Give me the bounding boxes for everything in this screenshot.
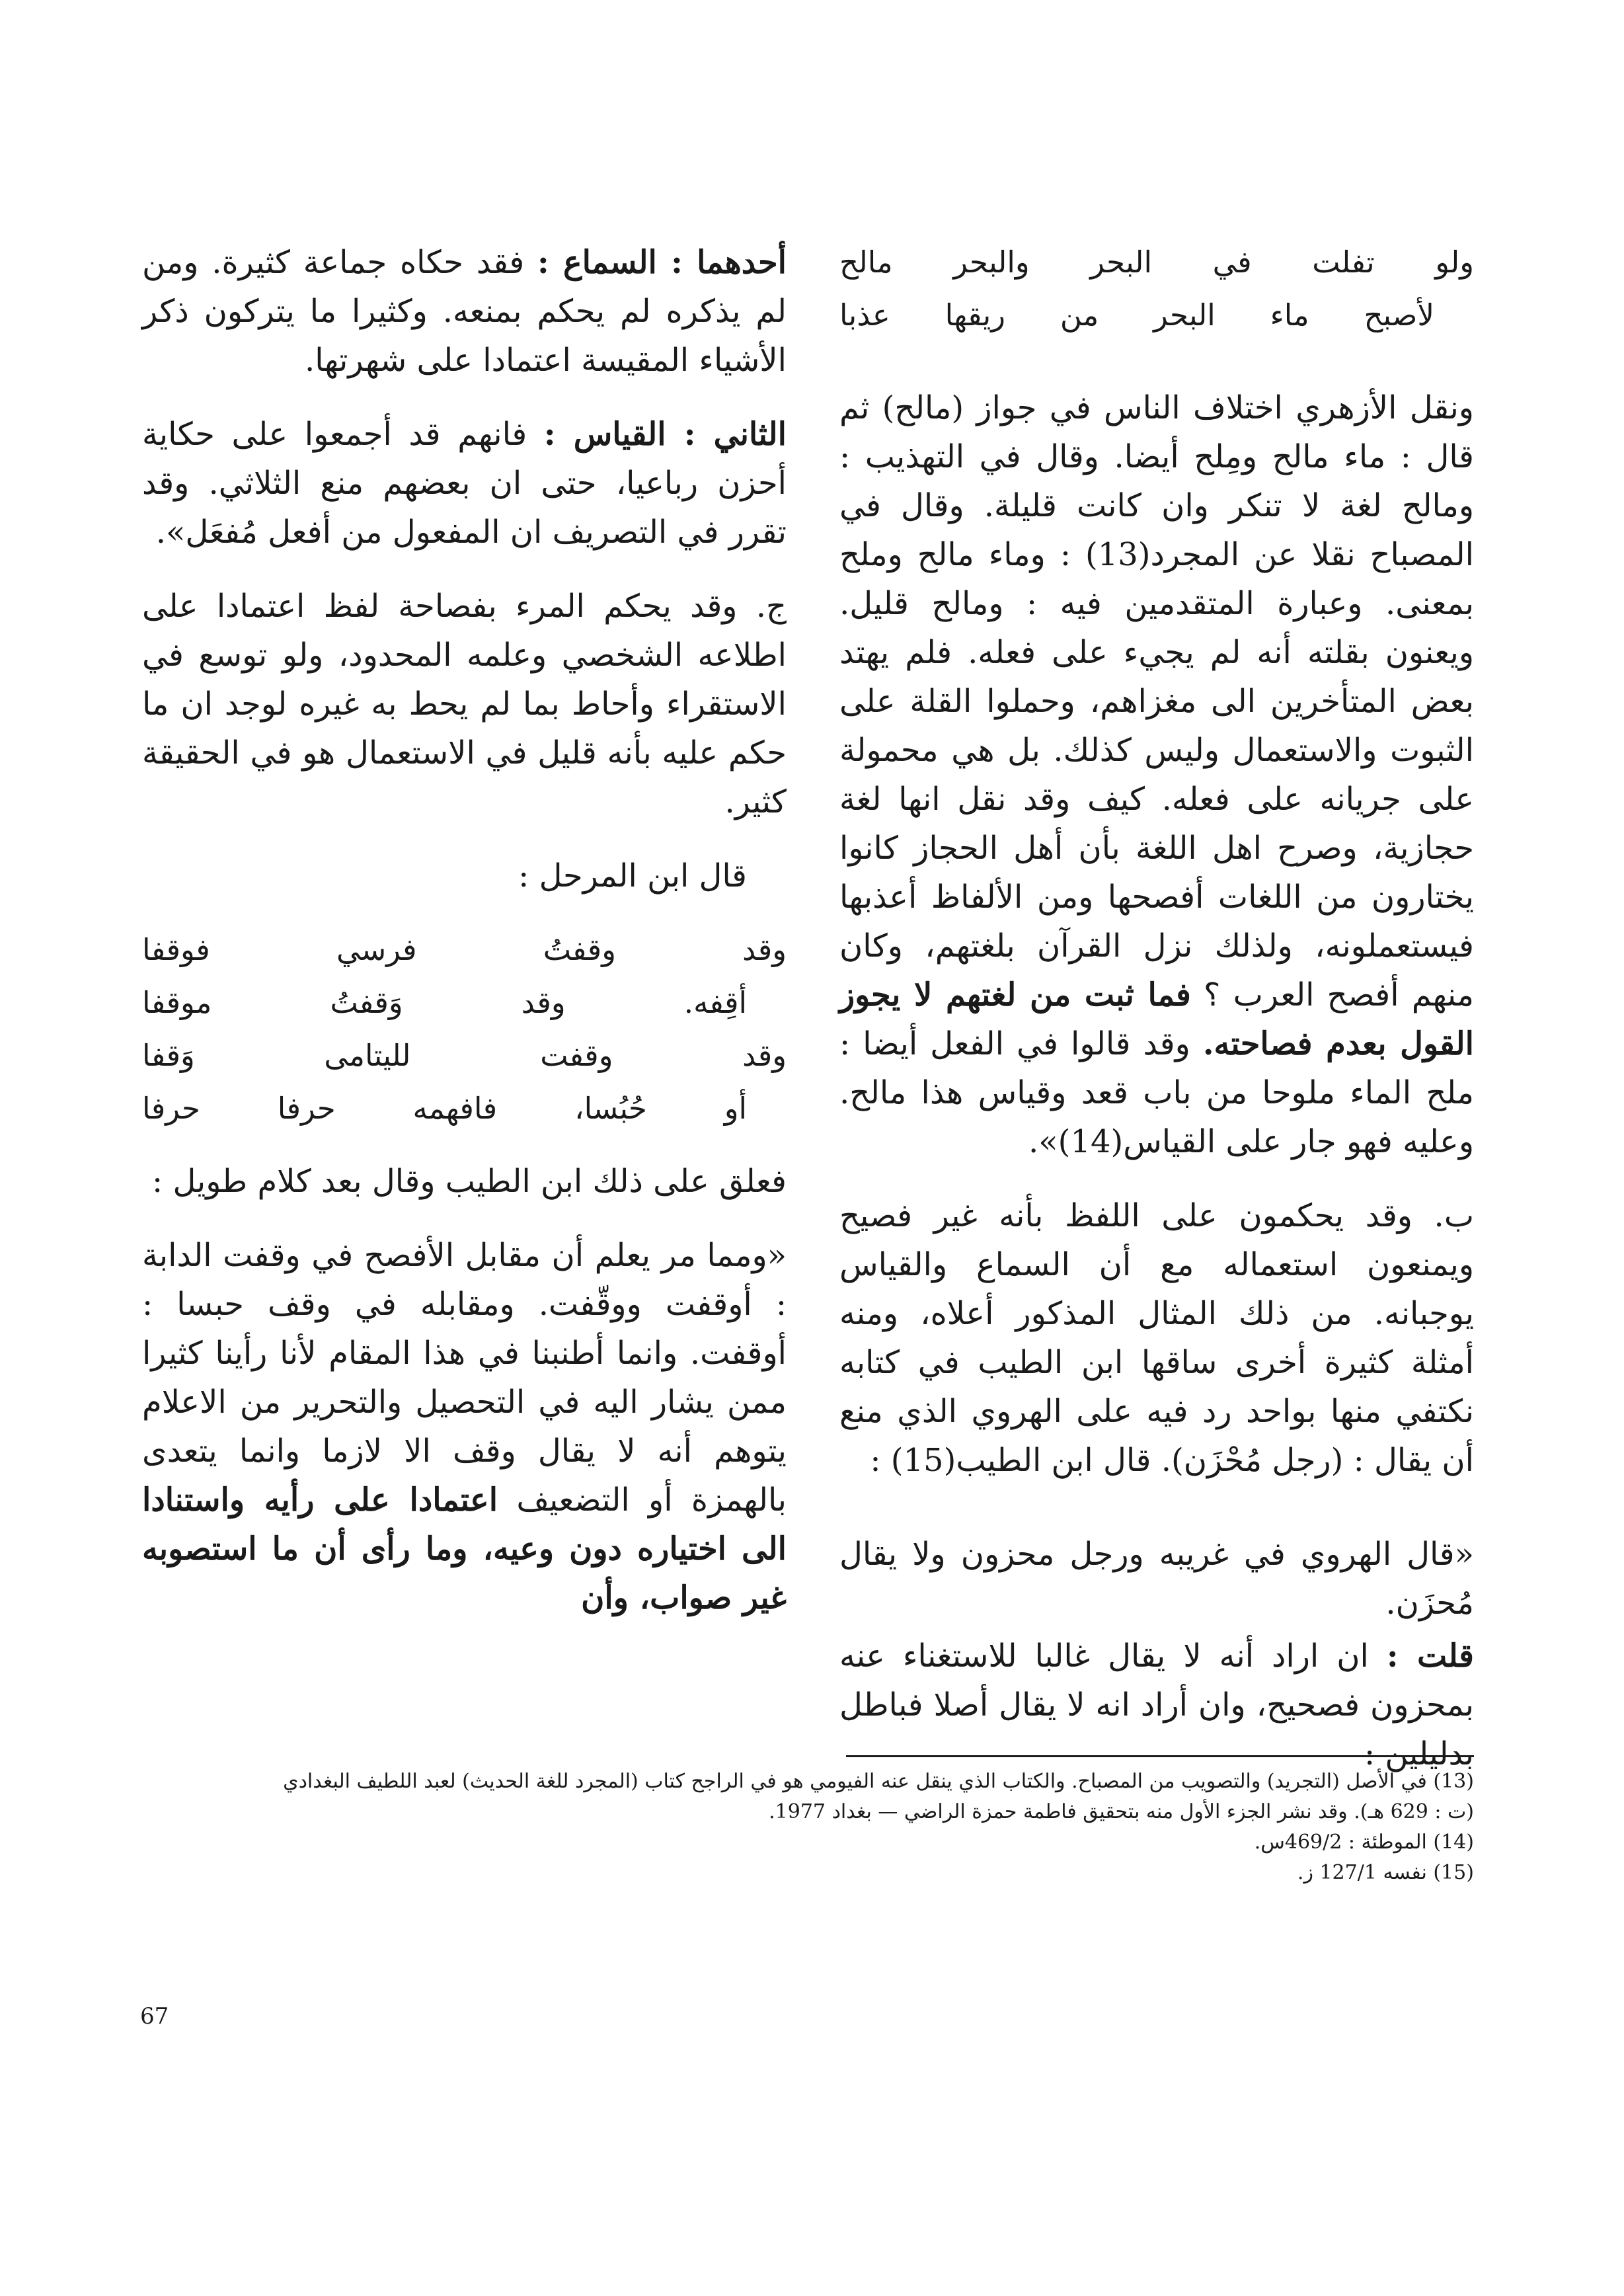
spacer [142,1137,787,1157]
spacer [839,1510,1474,1530]
footnote-13-continued: (ت : 629 هـ). وقد نشر الجزء الأول منه بتحقيق فاطمة حمزة الراضي — بغداد 1977. [769,1800,1474,1823]
paragraph-text: «ومما مر يعلم أن مقابل الأفصح في وقفت الدابة : أوقفت ووقّفت. ومقابله في وقف حبسا : أوقفت. وانما أطنبنا في هذا المقام لأنا رأينا كثيرا ممن يشار اليه في التحصيل والتحرير من الاعلام يتوهم أنه لا يقال وقف الا لازما وانما يتعدى بالهمزة أو التضعيف [142,1237,787,1519]
paragraph [142,1231,787,1622]
right-column [839,238,1474,1803]
footnotes [142,1766,1474,1888]
paragraph: فعلق على ذلك ابن الطيب وقال بعد كلام طويل : [152,1163,787,1200]
verse-line: لأصبح ماء البحر من ريقها عذبا [839,297,1434,333]
verse-line: أقِفه. وقد وَقفتُ موقفا [142,985,747,1020]
paragraph-label: قلت : [1386,1638,1474,1675]
paragraph-label: أحدهما : السماع : [537,244,787,281]
paragraph [142,410,787,557]
footnote-14: (14) الموطئة : 469/2س. [1254,1831,1474,1854]
verse-line: ولو تفلت في البحر والبحر مالح [839,245,1474,280]
paragraph: ب. وقد يحكمون على اللفظ بأنه غير فصيح ويمنعون استعماله مع أن السماع والقياس يوجبانه. من ذلك المثال المذكور أعلاه، ومنه أمثلة كثيرة أخرى ساقها ابن الطيب في كتابه نكتفي منها بواحد رد فيه على الهروي الذي منع أن يقال : (رجل مُحْزَن). قال ابن الطيب(15) : [839,1197,1474,1479]
footnote-divider [846,1755,1474,1757]
paragraph [839,383,1474,1166]
left-column [142,238,787,1647]
paragraph-text: فانهم قد أجمعوا على حكاية أحزن رباعيا، حتى ان بعضهم منع الثلاثي. وقد تقرر في التصريف ان المفعول من أفعل مُفعَل». [142,416,787,551]
paragraph-text: ونقل الأزهري اختلاف الناس في جواز (مالح) ثم قال : ماء مالح ومِلح أيضا. وقال في التهذيب : ومالح لغة لا تنكر وان كانت قليلة. وقال في المصباح نقلا عن المجرد(13) : وماء مالح وملح بمعنى. وعبارة المتقدمين فيه : ومالح قليل. ويعنون بقلته أنه لم يجيء على فعله. فلم يهتد بعض المتأخرين الى مغزاهم، وحملوا القلة على الثبوت والاستعمال وليس كذلك. بل هي محمولة على جريانه على فعله. كيف وقد نقل انها لغة حجازية، وصرح اهل اللغة بأن أهل الحجاز كانوا يختارون من اللغات أفصحها ومن الألفاظ أعذبها فيستعملونه، ولذلك نزل القرآن بلغتهم، وكان منهم أفصح العرب ؟ [839,389,1474,1013]
paragraph-text: وقد قالوا في الفعل أيضا : ملح الماء ملوحا من باب قعد وقياس هذا مالح. وعليه فهو جار على القياس(14)». [839,1025,1474,1160]
emphasized-text: فما ثبت من لغتهم لا يجوز القول بعدم فصاحته. [839,976,1474,1062]
page-number: 67 [140,2003,169,2030]
footnote-13: (13) في الأصل (التجريد) والتصويب من المصباح. والكتاب الذي ينقل عنه الفيومي هو في الراجح كتاب (المجرد للغة الحديث) لعبد اللطيف البغدادي [283,1770,1474,1793]
verse-line: وقد وقفتُ فرسي فوقفا [142,932,787,967]
paragraph: قال ابن المرحل : [518,857,747,894]
paragraph-label: الثاني : القياس : [543,416,787,453]
paragraph-text: ان اراد أنه لا يقال غالبا للاستغناء عنه بمحزون فصحيح، وان أراد انه لا يقال أصلا فباطل بدليلين : [839,1638,1474,1772]
paragraph: ج. وقد يحكم المرء بفصاحة لفظ اعتمادا على اطلاعه الشخصي وعلمه المحدود، ولو توسع في الاستقراء وأحاط بما لم يحط به غيره لوجد ان ما حكم عليه بأنه قليل في الاستعمال هو في الحقيقة كثير. [142,588,787,820]
paragraph [142,238,787,385]
verse-line: وقد وقفت لليتامى وَقفا [142,1038,787,1073]
spacer [839,344,1474,383]
paragraph-text: فقد حكاه جماعة كثيرة. ومن لم يذكره لم يحكم بمنعه. وكثيرا ما يتركون ذكر الأشياء المقيسة اعتمادا على شهرتها. [142,244,787,379]
quote-paragraph: «قال الهروي في غريبه ورجل محزون ولا يقال مُحزَن. [839,1536,1474,1622]
emphasized-text: اعتمادا على رأيه واستنادا الى اختياره دون وعيه، وما رأى أن ما استصوبه غير صواب، وأن [142,1482,787,1616]
verse-line: أو حُبُسا، فافهمه حرفا حرفا [142,1091,747,1126]
footnote-15: (15) نفسه 127/1 ز. [1297,1861,1474,1884]
